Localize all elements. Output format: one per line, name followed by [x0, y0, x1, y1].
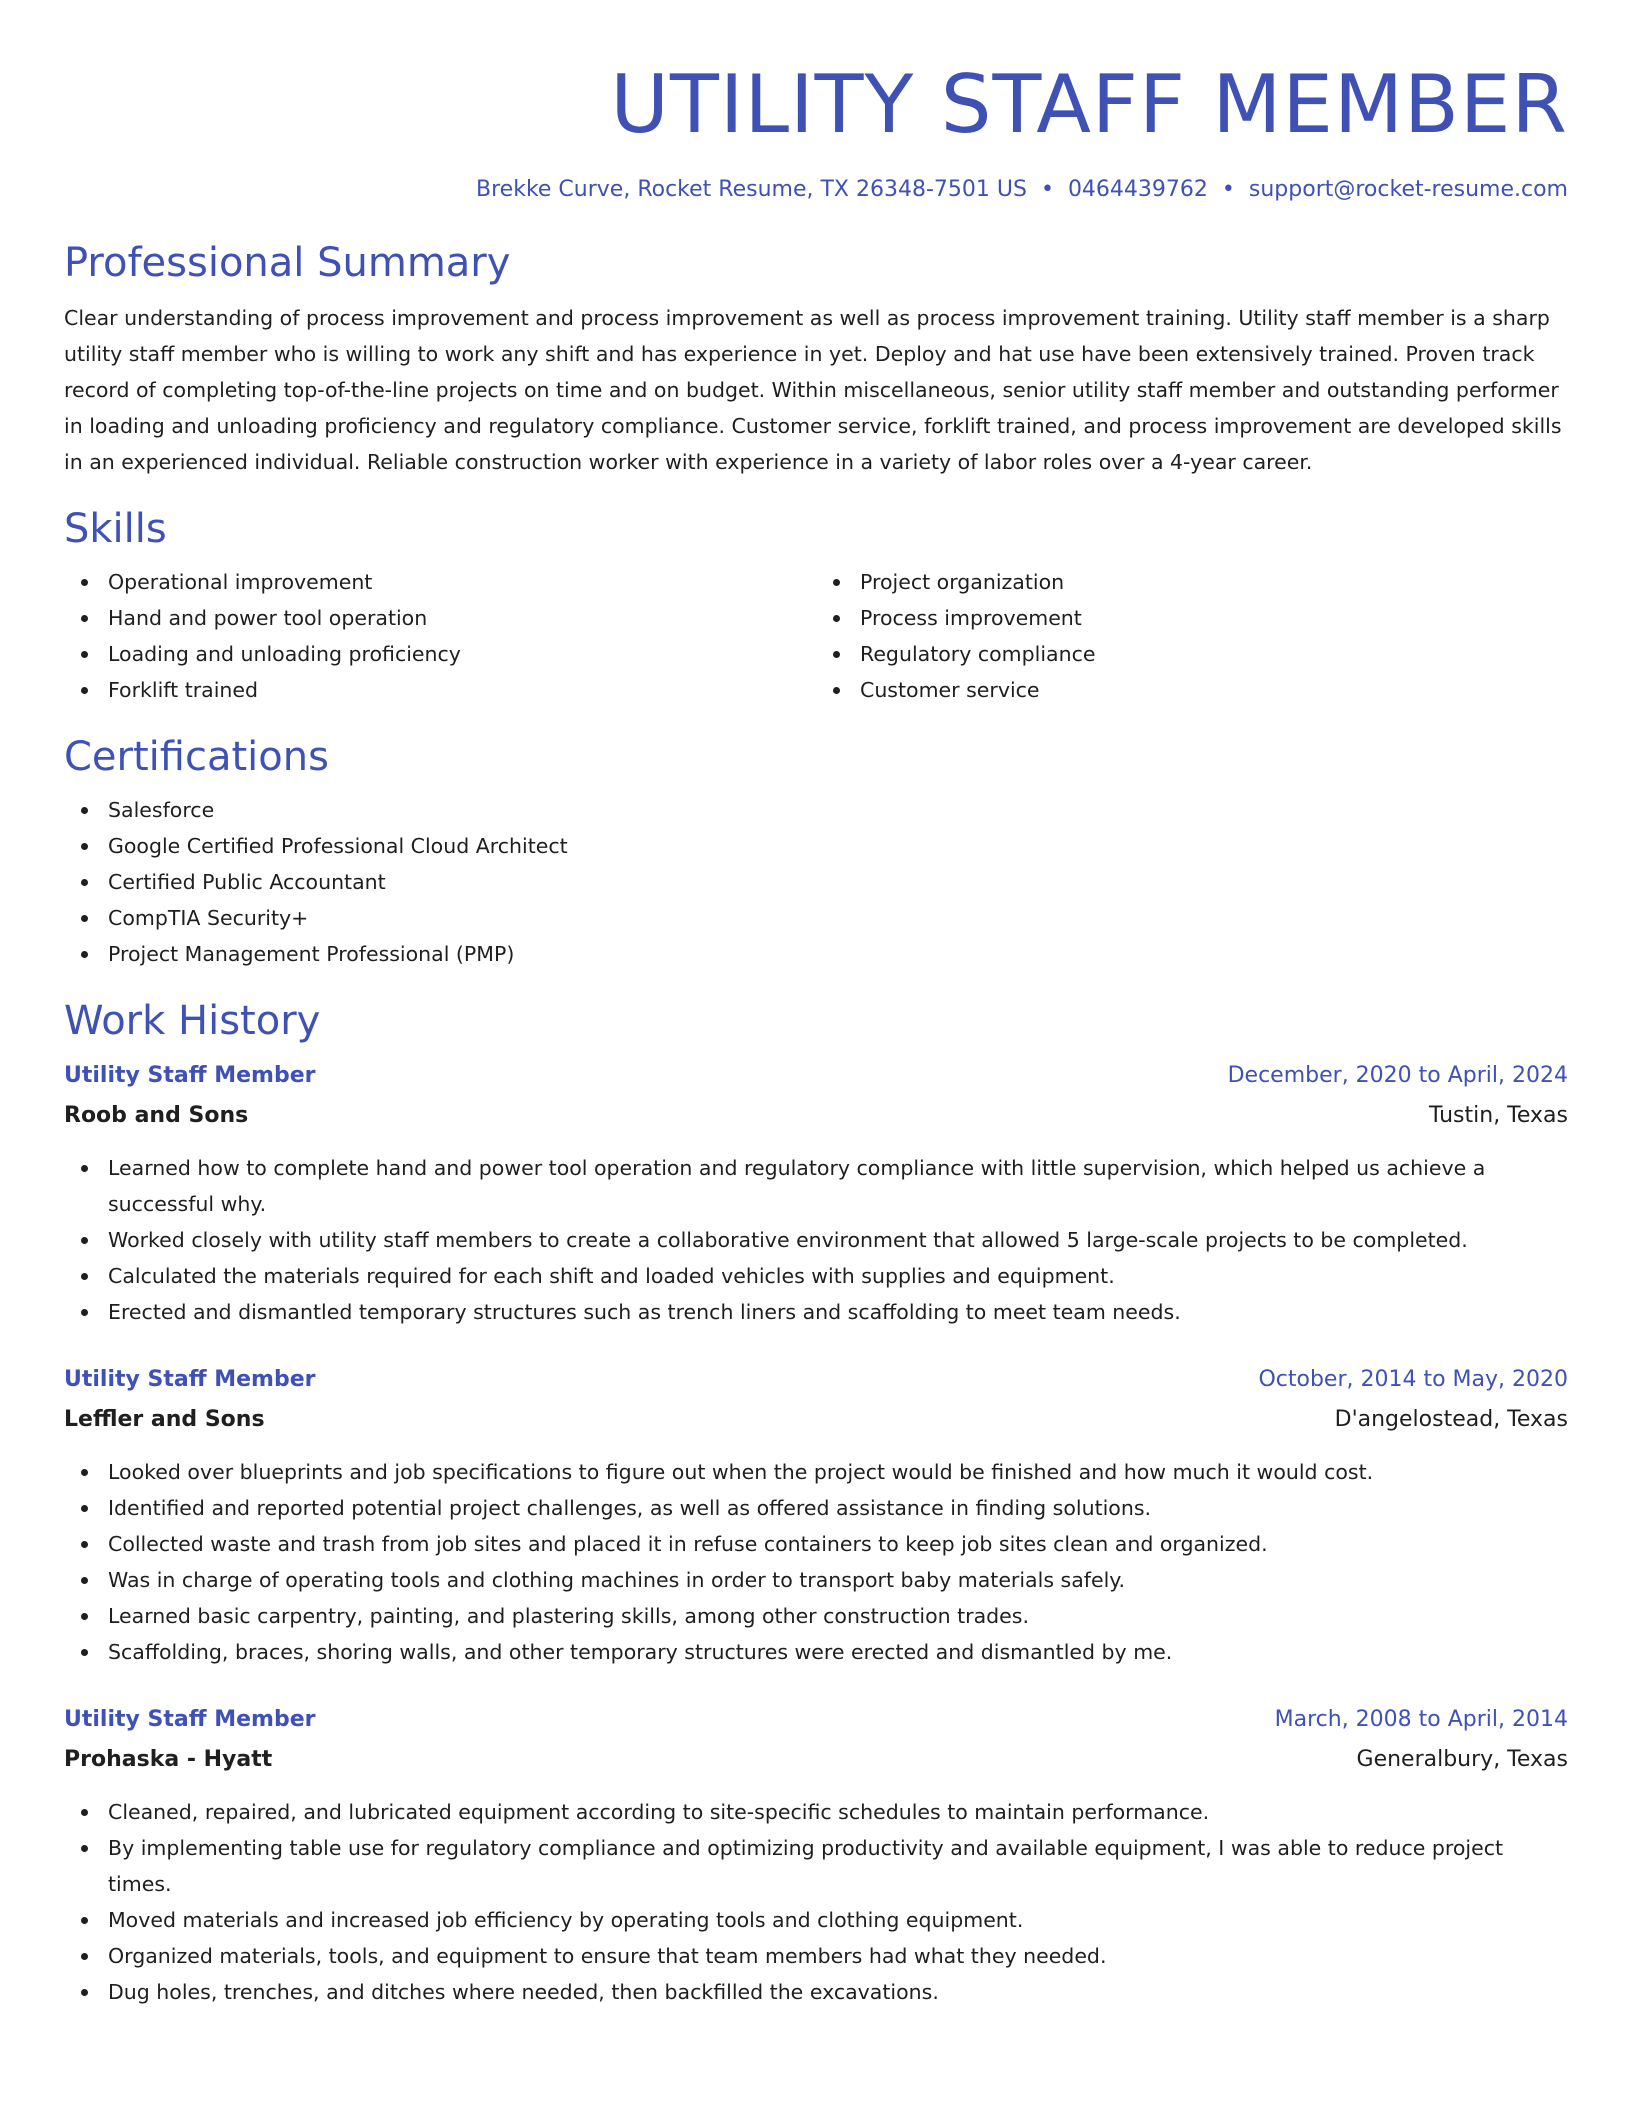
job-dates: December, 2020 to April, 2024: [1227, 1063, 1568, 1088]
contact-email: support@rocket-resume.com: [1248, 177, 1568, 202]
job-title: Utility Staff Member: [64, 1063, 316, 1088]
skill-item: Process improvement: [860, 600, 1568, 636]
job-bullet: Looked over blueprints and job specifications to figure out when the project would be finished and how much it would cost.: [108, 1454, 1568, 1490]
job-subheader: [64, 1400, 1568, 1440]
section-title-certifications: Certifications: [64, 734, 329, 780]
job-bullet: Worked closely with utility staff members to create a collaborative environment that allowed 5 large-scale projects to be completed.: [108, 1222, 1568, 1258]
skill-item: Hand and power tool operation: [108, 600, 816, 636]
job-bullet: Learned basic carpentry, painting, and plastering skills, among other construction trades.: [108, 1598, 1568, 1634]
job-company: Roob and Sons: [64, 1103, 249, 1128]
resume-name: UTILITY STAFF MEMBER: [610, 58, 1568, 151]
job-bullet: Identified and reported potential project challenges, as well as offered assistance in finding solutions.: [108, 1490, 1568, 1526]
certifications-list: [64, 792, 1568, 972]
job-bullets: [64, 1794, 1568, 2010]
certification-item: Project Management Professional (PMP): [108, 936, 1568, 972]
job-bullets: [64, 1454, 1568, 1670]
certification-item: Google Certified Professional Cloud Architect: [108, 828, 1568, 864]
job-bullet: Cleaned, repaired, and lubricated equipment according to site-specific schedules to maintain performance.: [108, 1794, 1568, 1830]
certification-item: Certified Public Accountant: [108, 864, 1568, 900]
job-header: [64, 1056, 1568, 1096]
contact-address: Brekke Curve, Rocket Resume, TX 26348-7501 US: [476, 177, 1027, 202]
skill-item: Forklift trained: [108, 672, 816, 708]
skills-section: [64, 502, 1568, 708]
skills-grid: [64, 556, 1568, 708]
job-bullet: Collected waste and trash from job sites and placed it in refuse containers to keep job sites clean and organized.: [108, 1526, 1568, 1562]
certification-item: Salesforce: [108, 792, 1568, 828]
skill-item: Regulatory compliance: [860, 636, 1568, 672]
job-bullet: Calculated the materials required for each shift and loaded vehicles with supplies and equipment.: [108, 1258, 1568, 1294]
job-company: Leffler and Sons: [64, 1407, 265, 1432]
job-bullet: Dug holes, trenches, and ditches where needed, then backfilled the excavations.: [108, 1974, 1568, 2010]
job-subheader: [64, 1740, 1568, 1780]
summary-section: [64, 236, 1568, 480]
job-bullet: Organized materials, tools, and equipment to ensure that team members had what they needed.: [108, 1938, 1568, 1974]
skills-list-right: [816, 564, 1568, 708]
job-location: D'angelostead, Texas: [1334, 1407, 1568, 1432]
job-title: Utility Staff Member: [64, 1707, 316, 1732]
section-title-summary: Professional Summary: [64, 240, 511, 286]
job-dates: March, 2008 to April, 2014: [1274, 1707, 1568, 1732]
skill-item: Loading and unloading proficiency: [108, 636, 816, 672]
job-location: Tustin, Texas: [1429, 1103, 1568, 1128]
resume-page: [64, 0, 1568, 2010]
job-dates: October, 2014 to May, 2020: [1258, 1367, 1568, 1392]
contact-separator: •: [1040, 177, 1054, 202]
skills-list-left: [64, 564, 816, 708]
job-entry: [64, 1360, 1568, 1670]
certification-item: CompTIA Security+: [108, 900, 1568, 936]
contact-line: [64, 174, 1568, 206]
job-bullets: [64, 1150, 1568, 1330]
job-bullet: Scaffolding, braces, shoring walls, and other temporary structures were erected and dismantled by me.: [108, 1634, 1568, 1670]
job-subheader: [64, 1096, 1568, 1136]
section-title-skills: Skills: [64, 506, 167, 552]
section-title-work-history: Work History: [64, 998, 321, 1044]
job-bullet: Was in charge of operating tools and clothing machines in order to transport baby materials safely.: [108, 1562, 1568, 1598]
skill-item: Operational improvement: [108, 564, 816, 600]
work-history-section: [64, 994, 1568, 2010]
job-bullet: Erected and dismantled temporary structures such as trench liners and scaffolding to meet team needs.: [108, 1294, 1568, 1330]
job-location: Generalbury, Texas: [1356, 1747, 1568, 1772]
job-entry: [64, 1700, 1568, 2010]
job-title: Utility Staff Member: [64, 1367, 316, 1392]
job-header: [64, 1360, 1568, 1400]
contact-separator: •: [1221, 177, 1235, 202]
job-bullet: Learned how to complete hand and power tool operation and regulatory compliance with little supervision, which helped us achieve a successful why.: [108, 1150, 1568, 1222]
certifications-section: [64, 730, 1568, 972]
job-bullet: Moved materials and increased job efficiency by operating tools and clothing equipment.: [108, 1902, 1568, 1938]
skill-item: Customer service: [860, 672, 1568, 708]
skill-item: Project organization: [860, 564, 1568, 600]
summary-text: Clear understanding of process improvement and process improvement as well as process improvement training. Utility staff member is a sharp utility staff member who is willing to work any shift and has experience in yet. Deploy and hat use have been extensively trained. Proven track record of completing top-of-the-line projects on time and on budget. Within miscellaneous, senior utility staff member and outstanding performer in loading and unloading proficiency and regulatory compliance. Customer service, forklift trained, and process improvement are developed skills in an experienced individual. Reliable construction worker with experience in a variety of labor roles over a 4-year career.: [64, 306, 1562, 474]
job-entry: [64, 1056, 1568, 1330]
job-header: [64, 1700, 1568, 1740]
job-bullet: By implementing table use for regulatory compliance and optimizing productivity and available equipment, I was able to reduce project times.: [108, 1830, 1568, 1902]
contact-phone: 0464439762: [1067, 177, 1208, 202]
job-company: Prohaska - Hyatt: [64, 1747, 273, 1772]
